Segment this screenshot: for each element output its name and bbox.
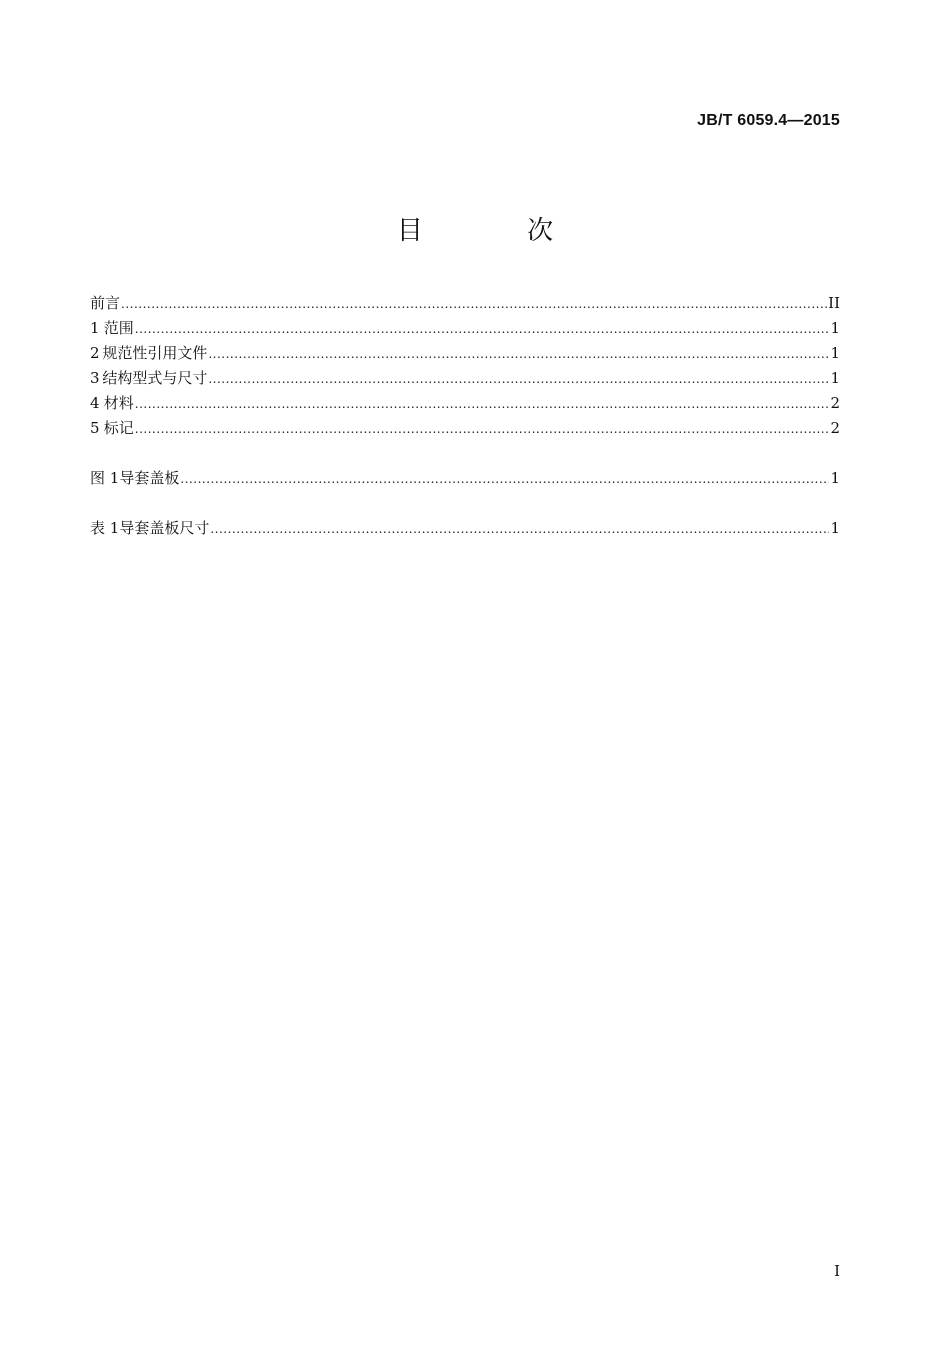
toc-leader-dots — [208, 366, 829, 392]
toc-leader-dots — [135, 391, 830, 417]
toc-entry-page: 1 — [830, 319, 840, 337]
toc-leader-dots — [208, 341, 829, 367]
toc-entry-marking[interactable] — [90, 416, 840, 441]
toc-leader-dots — [135, 416, 830, 442]
toc-entry-page: 1 — [830, 519, 840, 537]
toc-spacer — [90, 491, 840, 516]
toc-entry-label: 规范性引用文件 — [102, 344, 208, 362]
toc-entry-page: 1 — [830, 369, 840, 387]
toc-leader-dots — [135, 316, 830, 342]
toc-entry-number: 1 — [90, 319, 100, 337]
toc-leader-dots — [180, 466, 829, 492]
table-of-contents — [90, 291, 840, 541]
toc-entry-number: 2 — [90, 344, 100, 362]
toc-entry-label: 标记 — [103, 419, 134, 437]
toc-entry-table-1[interactable] — [90, 516, 840, 541]
toc-entry-page: II — [828, 294, 840, 312]
toc-entry-materials[interactable] — [90, 391, 840, 416]
toc-entry-foreword[interactable] — [90, 291, 840, 316]
toc-spacer — [90, 441, 840, 466]
toc-entry-label: 结构型式与尺寸 — [102, 369, 208, 387]
toc-entry-page: 2 — [830, 394, 840, 412]
toc-entry-label: 导套盖板尺寸 — [119, 519, 210, 537]
toc-entry-number: 4 — [90, 394, 100, 412]
toc-entry-figure-1[interactable] — [90, 466, 840, 491]
toc-entry-page: 2 — [830, 419, 840, 437]
page-number: I — [834, 1262, 840, 1280]
toc-entry-scope[interactable] — [90, 316, 840, 341]
toc-entry-structure-dimensions[interactable] — [90, 366, 840, 391]
toc-entry-label: 材料 — [103, 394, 134, 412]
toc-entry-normative-references[interactable] — [90, 341, 840, 366]
toc-entry-label: 前言 — [90, 294, 121, 312]
toc-entry-number: 3 — [90, 369, 100, 387]
toc-entry-number: 5 — [90, 419, 100, 437]
toc-entry-number: 表 1 — [90, 519, 120, 537]
toc-leader-dots — [121, 291, 827, 317]
page-title: 目 次 — [396, 216, 602, 246]
toc-entry-label: 导套盖板 — [119, 469, 180, 487]
standard-code: JB/T 6059.4—2015 — [697, 112, 840, 129]
toc-entry-page: 1 — [830, 344, 840, 362]
toc-entry-label: 范围 — [103, 319, 134, 337]
toc-leader-dots — [210, 516, 829, 542]
toc-entry-number: 图 1 — [90, 469, 120, 487]
toc-entry-page: 1 — [830, 469, 840, 487]
